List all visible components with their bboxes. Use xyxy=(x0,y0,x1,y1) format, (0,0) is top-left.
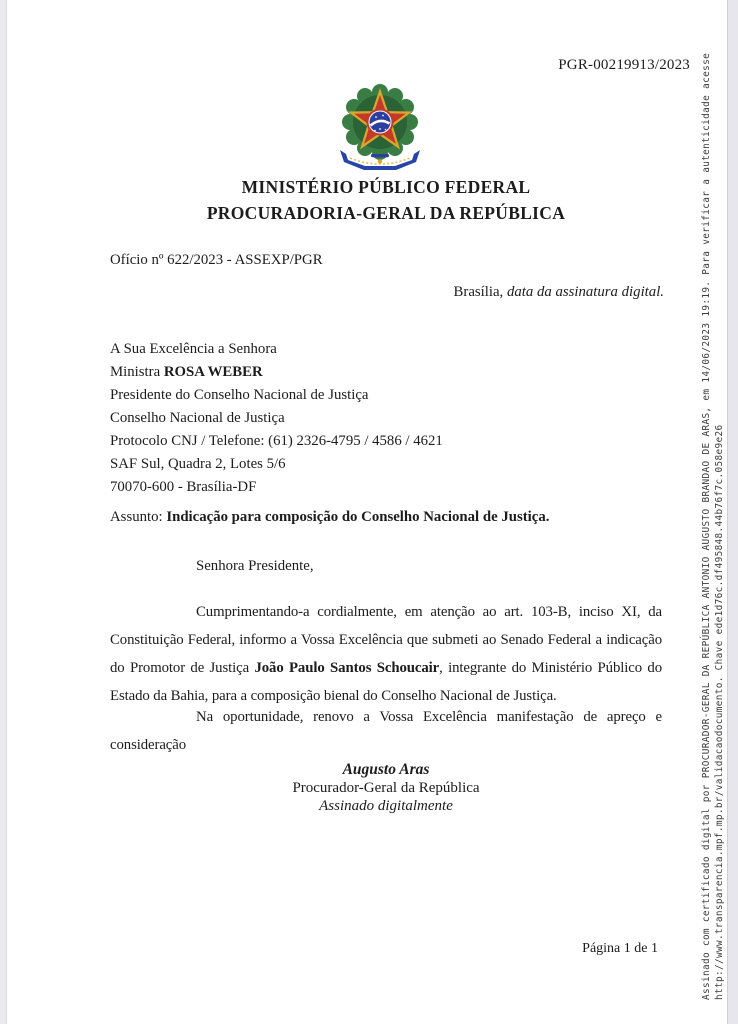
body-p1-text-b: , integrante do Ministério Público do Estado da Bahia, para a composição bienal do Conselho Nacional de Justiça. xyxy=(110,660,662,704)
body-p1-text-a: Cumprimentando-a cordialmente, em atenção ao art. 103-B, inciso XI, da Constituição Federal, informo a Vossa Excelência que submeti ao Senado Federal a indicação do Promotor de Justiça xyxy=(110,604,662,676)
document-ref-number: PGR-00219913/2023 xyxy=(558,57,690,73)
recipient-line-7: 70070-600 - Brasília-DF xyxy=(110,479,257,495)
body-p1-nominee-name: João Paulo Santos Schoucair xyxy=(254,660,440,676)
page-number: Página 1 de 1 xyxy=(582,941,658,956)
recipient-name: ROSA WEBER xyxy=(163,364,263,380)
page-edge-left xyxy=(0,0,7,1024)
brazil-coat-of-arms-icon xyxy=(330,84,430,172)
stamp-line-1: Assinado com certificado digital por PROCURADOR-GERAL DA REPÚBLICA ANTONIO AUGUSTO BRANDAO DE ARAS, em 14/06/2023 19:19. Para verificar a autenticidade acesse xyxy=(701,52,712,1000)
salutation: Senhora Presidente, xyxy=(196,558,314,574)
signature-title: Procurador-Geral da República xyxy=(292,780,480,796)
signature-block xyxy=(108,761,664,815)
signature-note: Assinado digitalmente xyxy=(319,798,453,814)
recipient-line-6: SAF Sul, Quadra 2, Lotes 5/6 xyxy=(110,456,286,472)
recipient-line-5: Protocolo CNJ / Telefone: (61) 2326-4795 / 4586 / 4621 xyxy=(110,433,443,449)
recipient-line-3: Presidente do Conselho Nacional de Justiça xyxy=(110,387,369,403)
oficio-number-line: Ofício nº 622/2023 - ASSEXP/PGR xyxy=(110,252,323,268)
page-edge-right xyxy=(727,0,738,1024)
recipient-title: Ministra xyxy=(110,364,164,380)
subject-label: Assunto: xyxy=(110,509,167,525)
date-line-note: data da assinatura digital. xyxy=(506,284,664,300)
recipient-line-4: Conselho Nacional de Justiça xyxy=(110,410,285,426)
signature-name: Augusto Aras xyxy=(342,761,430,778)
body-paragraph-2: Na oportunidade, renovo a Vossa Excelência manifestação de apreço e consideração xyxy=(110,709,662,753)
date-line xyxy=(108,284,664,301)
subject-text: Indicação para composição do Conselho Nacional de Justiça. xyxy=(166,509,550,525)
date-line-city: Brasília, xyxy=(453,284,507,300)
org-name-line2: PROCURADORIA-GERAL DA REPÚBLICA xyxy=(206,203,566,223)
letterhead xyxy=(108,174,664,226)
recipient-block xyxy=(110,338,666,499)
org-name-line1: MINISTÉRIO PÚBLICO FEDERAL xyxy=(241,177,531,197)
recipient-line-2 xyxy=(110,361,666,384)
subject-line xyxy=(110,509,666,526)
stamp-line-2: http://www.transparencia.mpf.mp.br/validacaodocumento. Chave ede1d76c.df495848.44b76f7c.058e9e26 xyxy=(714,424,725,1000)
digital-signature-stamp xyxy=(700,0,726,1000)
body-paragraph-1 xyxy=(110,598,662,710)
recipient-line-1: A Sua Excelência a Senhora xyxy=(110,341,277,357)
